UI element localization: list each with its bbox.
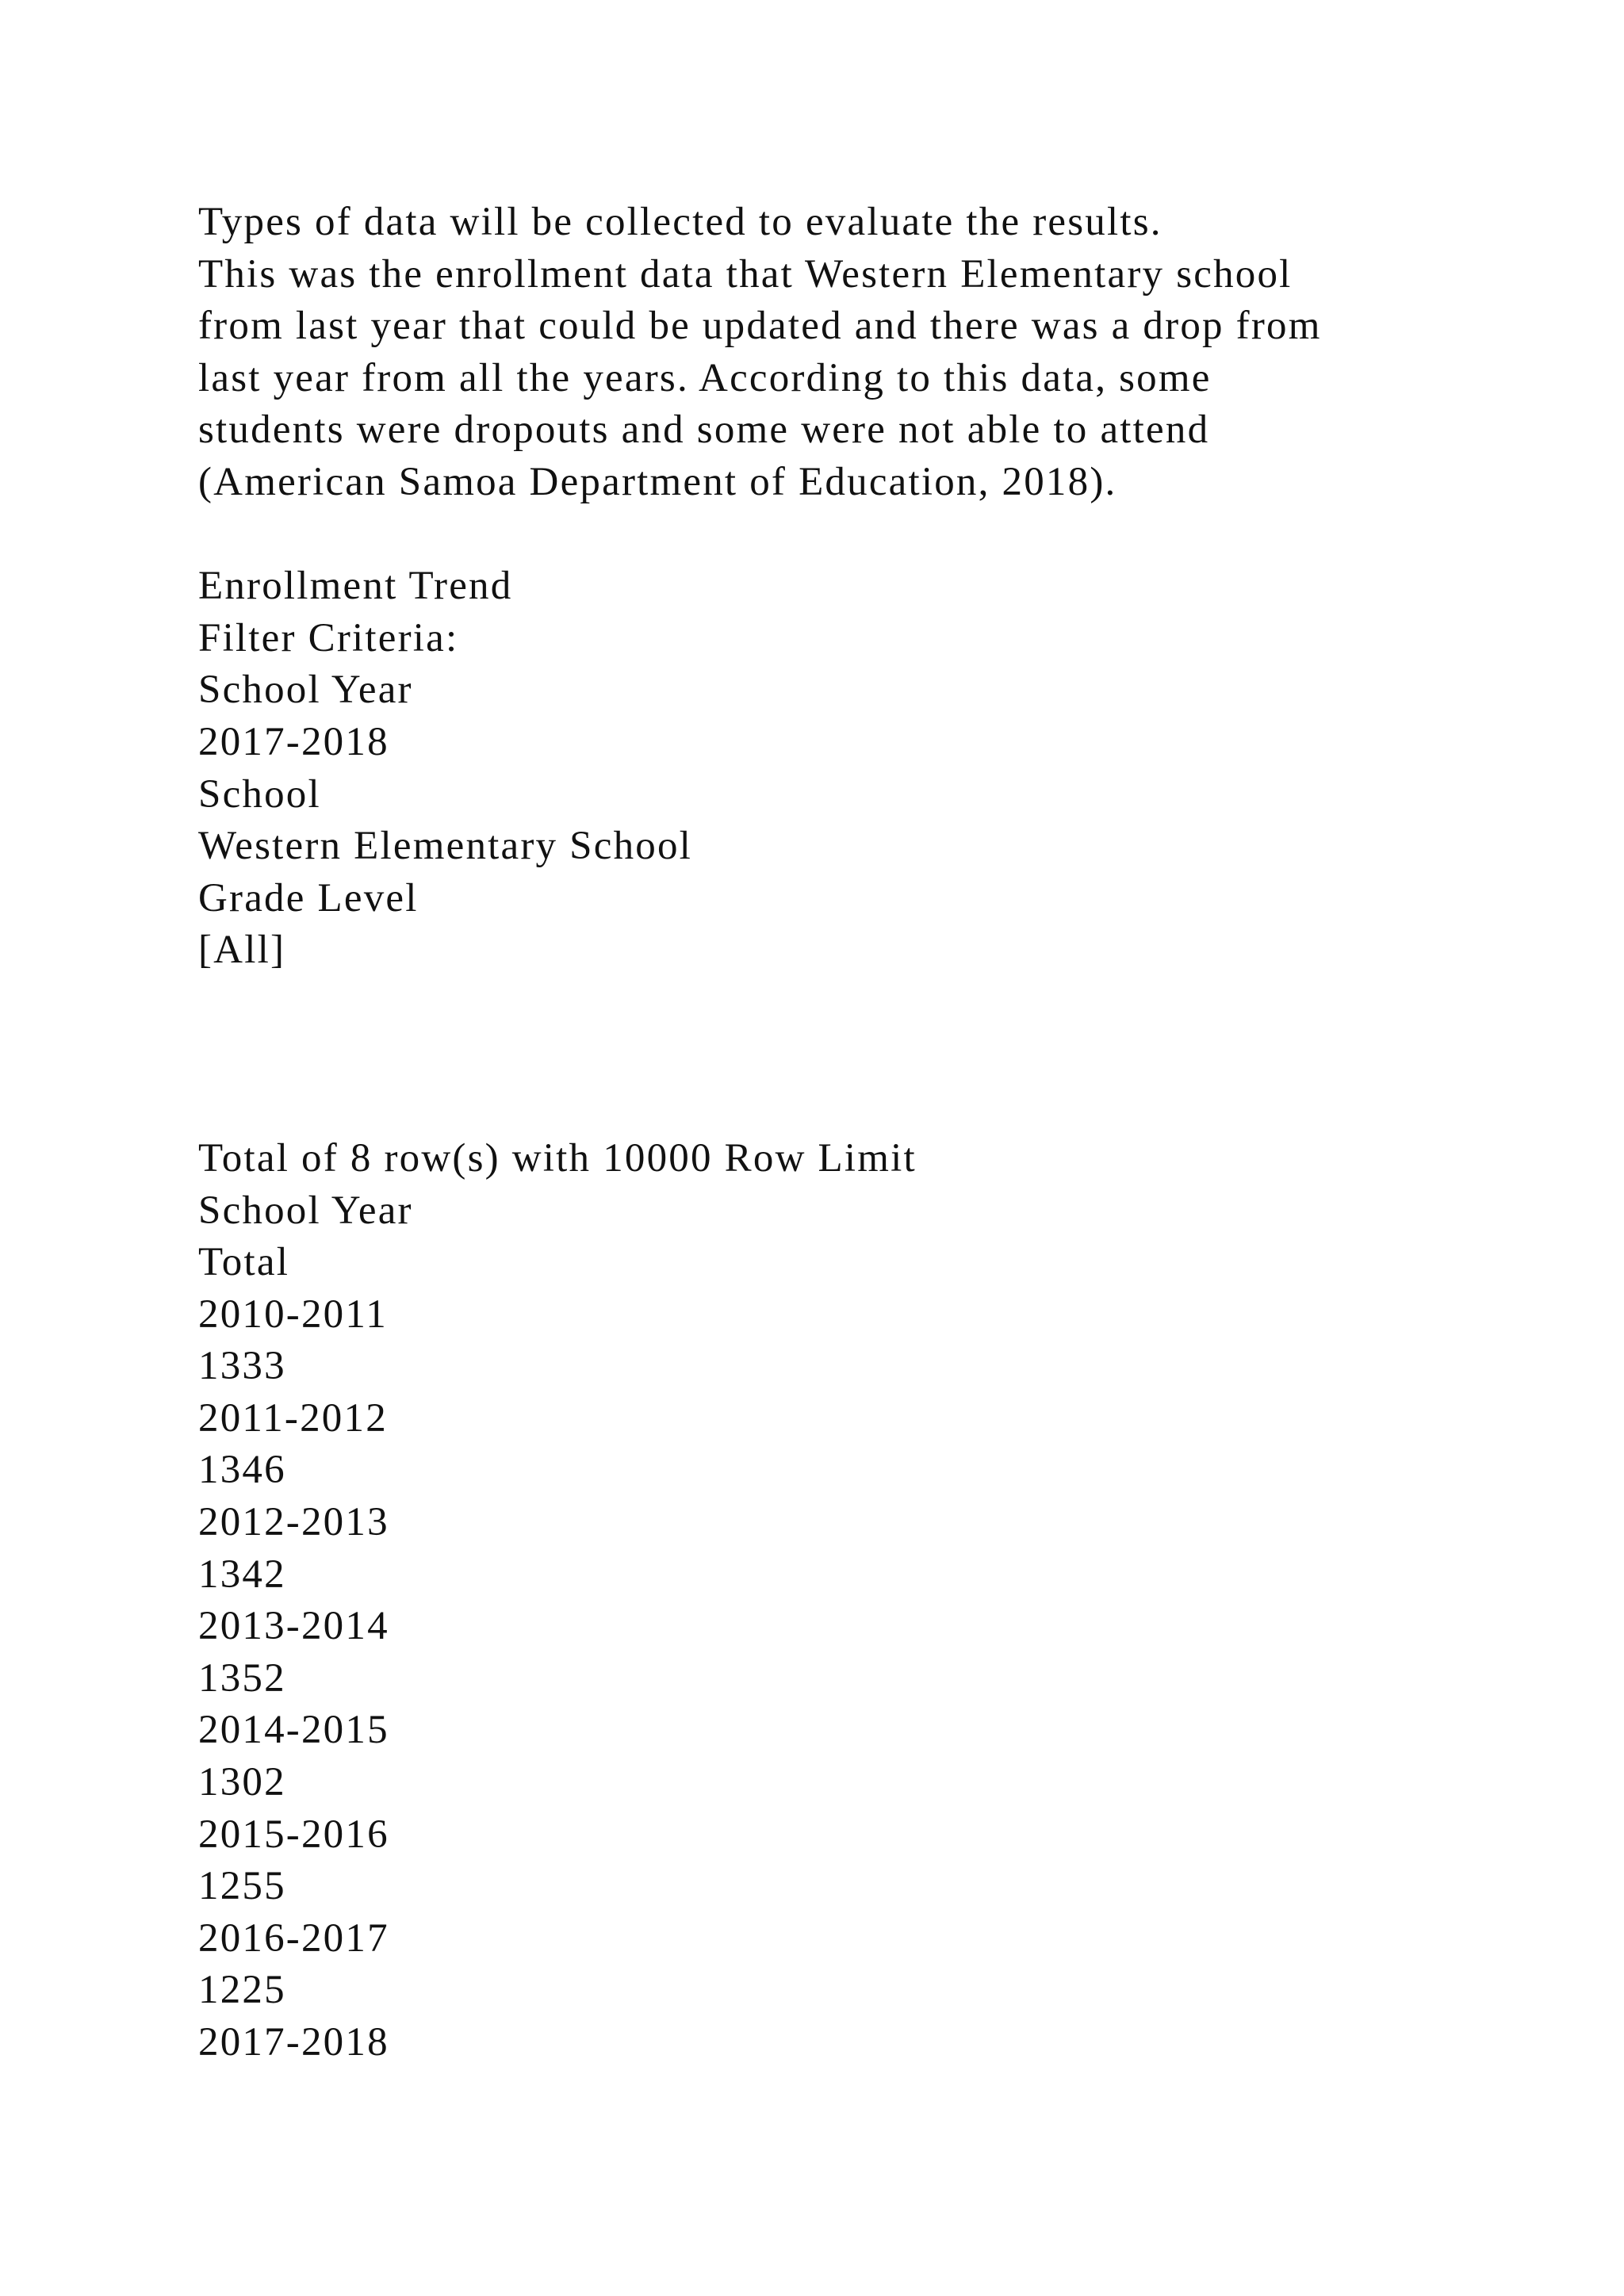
table-row bbox=[198, 2017, 1507, 2069]
cell-total: 1255 bbox=[198, 1864, 286, 1909]
results-table bbox=[198, 1133, 1507, 2069]
cell-school-year: 2017-2018 bbox=[198, 2020, 389, 2064]
table-row bbox=[198, 1809, 1507, 1913]
cell-total: 1302 bbox=[198, 1760, 286, 1805]
cell-total: 1346 bbox=[198, 1448, 286, 1493]
cell-school-year: 2013-2014 bbox=[198, 1604, 389, 1649]
filter-value-school-year: 2017-2018 bbox=[198, 719, 389, 764]
filter-criteria-label: Filter Criteria: bbox=[198, 615, 459, 660]
intro-line: Types of data will be collected to evaluate the results. bbox=[198, 200, 1162, 244]
cell-school-year: 2015-2016 bbox=[198, 1812, 389, 1857]
cell-school-year: 2014-2015 bbox=[198, 1708, 389, 1753]
intro-line: (American Samoa Department of Education, 2018). bbox=[198, 459, 1117, 504]
table-row bbox=[198, 1913, 1507, 2017]
filter-name-grade-level: Grade Level bbox=[198, 875, 419, 920]
table-row bbox=[198, 1705, 1507, 1808]
filter-name-school-year: School Year bbox=[198, 668, 413, 713]
cell-school-year: 2012-2013 bbox=[198, 1500, 389, 1545]
table-row bbox=[198, 1289, 1507, 1393]
cell-school-year: 2010-2011 bbox=[198, 1292, 388, 1337]
document-page bbox=[198, 197, 1507, 2069]
table-row bbox=[198, 1497, 1507, 1601]
report-header bbox=[198, 561, 1507, 977]
row-count-summary: Total of 8 row(s) with 10000 Row Limit bbox=[198, 1135, 917, 1181]
filter-value-school: Western Elementary School bbox=[198, 824, 693, 869]
spacer bbox=[198, 509, 1507, 561]
report-title: Enrollment Trend bbox=[198, 564, 513, 609]
intro-line: This was the enrollment data that Western Elementary school bbox=[198, 251, 1293, 297]
table-row bbox=[198, 1393, 1507, 1497]
cell-total: 1352 bbox=[198, 1655, 286, 1701]
spacer bbox=[198, 977, 1507, 1133]
intro-line: students were dropouts and some were not able to attend bbox=[198, 408, 1210, 453]
cell-school-year: 2016-2017 bbox=[198, 1915, 389, 1961]
cell-total: 1225 bbox=[198, 1968, 286, 2013]
cell-total: 1333 bbox=[198, 1344, 286, 1389]
intro-paragraph bbox=[198, 197, 1507, 509]
cell-total: 1342 bbox=[198, 1552, 286, 1597]
column-header-total: Total bbox=[198, 1240, 290, 1285]
filter-value-grade-level: [All] bbox=[198, 928, 286, 973]
cell-school-year: 2011-2012 bbox=[198, 1395, 388, 1441]
intro-line: last year from all the years. According to this data, some bbox=[198, 355, 1212, 400]
filter-name-school: School bbox=[198, 771, 321, 817]
table-row bbox=[198, 1601, 1507, 1705]
intro-line: from last year that could be updated and there was a drop from bbox=[198, 304, 1322, 349]
column-header-school-year: School Year bbox=[198, 1188, 413, 1233]
